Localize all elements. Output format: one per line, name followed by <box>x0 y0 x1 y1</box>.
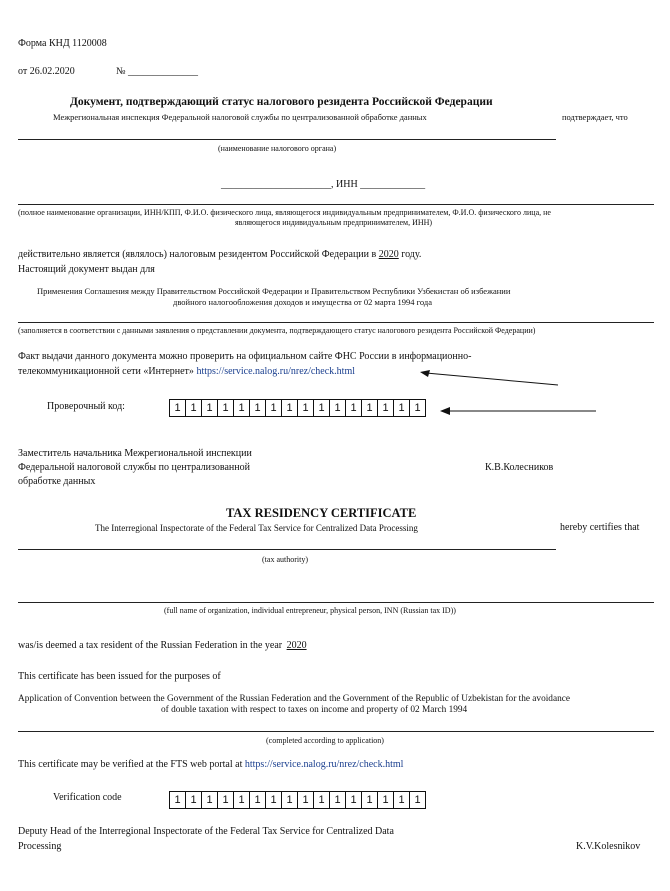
ru-resident-text: действительно является (являлось) налоговым резидентом Российской Федерации в 2020 году. <box>18 249 422 260</box>
code-digit: 1 <box>266 792 282 808</box>
code-digit: 1 <box>218 792 234 808</box>
en-purpose-line <box>18 731 654 732</box>
ru-purpose-2: двойного налогообложения доходов и имущества от 02 марта 1994 года <box>173 297 432 307</box>
code-digit: 1 <box>202 400 218 416</box>
ru-verify-1: Факт выдачи данного документа можно проверить на официальном сайте ФНС России в информационно- <box>18 351 472 362</box>
ru-signer-3: обработке данных <box>18 476 96 487</box>
en-authority: The Interregional Inspectorate of the Federal Tax Service for Centralized Data Processing <box>95 523 418 533</box>
ru-verify-2: телекоммуникационной сети «Интернет» https://service.nalog.ru/nrez/check.html <box>18 366 355 377</box>
code-digit: 1 <box>202 792 218 808</box>
code-digit: 1 <box>298 400 314 416</box>
code-digit: 1 <box>282 400 298 416</box>
ru-signer-name: К.В.Колесников <box>485 462 554 473</box>
en-code-label: Verification code <box>53 792 122 803</box>
code-digit: 1 <box>282 792 298 808</box>
code-digit: 1 <box>378 400 394 416</box>
code-digit: 1 <box>414 794 421 806</box>
form-code: Форма КНД 1120008 <box>18 38 107 49</box>
code-digit: 1 <box>250 400 266 416</box>
ru-authority-line <box>18 139 556 140</box>
code-digit: 1 <box>314 400 330 416</box>
code-digit: 1 <box>346 792 362 808</box>
code-digit: 1 <box>330 792 346 808</box>
ru-signer-1: Заместитель начальника Межрегиональной инспекции <box>18 448 252 459</box>
en-person-line <box>18 602 654 603</box>
ru-person-line <box>18 204 654 205</box>
en-authority-line <box>18 549 556 550</box>
en-verification-code <box>169 791 426 809</box>
ru-verify-link[interactable]: https://service.nalog.ru/nrez/check.html <box>196 366 355 377</box>
code-digit: 1 <box>186 400 202 416</box>
ru-issued-for: Настоящий документ выдан для <box>18 264 155 275</box>
code-digit: 1 <box>218 400 234 416</box>
code-digit: 1 <box>186 792 202 808</box>
code-digit: 1 <box>346 400 362 416</box>
code-digit: 1 <box>394 400 410 416</box>
ru-purpose-line <box>18 322 654 323</box>
code-digit: 1 <box>362 400 378 416</box>
ru-title: Документ, подтверждающий статус налогового резидента Российской Федерации <box>70 96 493 108</box>
en-purpose-caption: (completed according to application) <box>266 736 384 745</box>
code-digit: 1 <box>378 792 394 808</box>
en-title: TAX RESIDENCY CERTIFICATE <box>226 506 417 520</box>
en-issued-for: This certificate has been issued for the purposes of <box>18 671 221 682</box>
code-digit: 1 <box>170 400 186 416</box>
ru-code-label: Проверочный код: <box>47 401 125 412</box>
en-authority-caption: (tax authority) <box>262 555 308 564</box>
code-digit: 1 <box>250 792 266 808</box>
code-digit: 1 <box>394 792 410 808</box>
code-digit: 1 <box>170 792 186 808</box>
ru-inn-line: ______________________, ИНН _____________ <box>221 179 426 190</box>
code-digit: 1 <box>330 400 346 416</box>
ru-authority-caption: (наименование налогового органа) <box>218 144 337 153</box>
code-digit: 1 <box>266 400 282 416</box>
en-signer-name: K.V.Kolesnikov <box>576 841 641 852</box>
code-digit: 1 <box>414 402 421 414</box>
en-signer-1: Deputy Head of the Interregional Inspectorate of the Federal Tax Service for Centralized Data <box>18 826 394 837</box>
en-resident-text: was/is deemed a tax resident of the Russian Federation in the year 2020 <box>18 640 307 651</box>
en-person-caption: (full name of organization, individual entrepreneur, physical person, INN (Russian tax ID)) <box>164 606 456 615</box>
ru-purpose-caption: (заполняется в соответствии с данными заявления о представлении документа, подтверждающего статус налогового резидента Российской Федерации) <box>18 326 536 335</box>
ru-link-arrow-icon <box>418 368 560 388</box>
ru-person-caption-1: (полное наименование организации, ИНН/КПП, Ф.И.О. физического лица, являющегося индивидуальным предпринимателем, Ф.И.О. физического лица, не <box>18 208 551 217</box>
code-digit: 1 <box>314 792 330 808</box>
en-verify: This certificate may be verified at the FTS web portal at https://service.nalog.ru/nrez/check.html <box>18 759 404 770</box>
code-digit: 1 <box>298 792 314 808</box>
form-date: от 26.02.2020 <box>18 66 75 77</box>
ru-purpose-1: Применения Соглашения между Правительством Российской Федерации и Правительством Республики Узбекистан об избежании <box>37 286 511 296</box>
en-signer-2: Processing <box>18 841 62 852</box>
code-digit: 1 <box>234 400 250 416</box>
ru-authority: Межрегиональная инспекция Федеральной налоговой службы по централизованной обработке данных <box>53 112 427 122</box>
code-digit: 1 <box>234 792 250 808</box>
en-verify-link[interactable]: https://service.nalog.ru/nrez/check.html <box>244 759 404 770</box>
form-number: № ______________ <box>116 66 199 77</box>
ru-signer-2: Федеральной налоговой службы по централизованной <box>18 462 250 473</box>
code-digit: 1 <box>362 792 378 808</box>
en-purpose-2: of double taxation with respect to taxes on income and property of 02 March 1994 <box>161 705 468 715</box>
ru-confirms: подтверждает, что <box>562 112 628 122</box>
ru-person-caption-2: являющегося индивидуальным предпринимателем, ИНН) <box>235 218 433 227</box>
en-certifies: hereby certifies that <box>560 522 640 533</box>
en-year: 2020 <box>286 640 307 651</box>
ru-year: 2020 <box>378 249 399 260</box>
ru-verification-code <box>169 399 426 417</box>
en-purpose-1: Application of Convention between the Government of the Russian Federation and the Government of the Republic of Uzbekistan for the avoidance <box>18 694 570 704</box>
ru-code-arrow-icon <box>438 404 598 418</box>
